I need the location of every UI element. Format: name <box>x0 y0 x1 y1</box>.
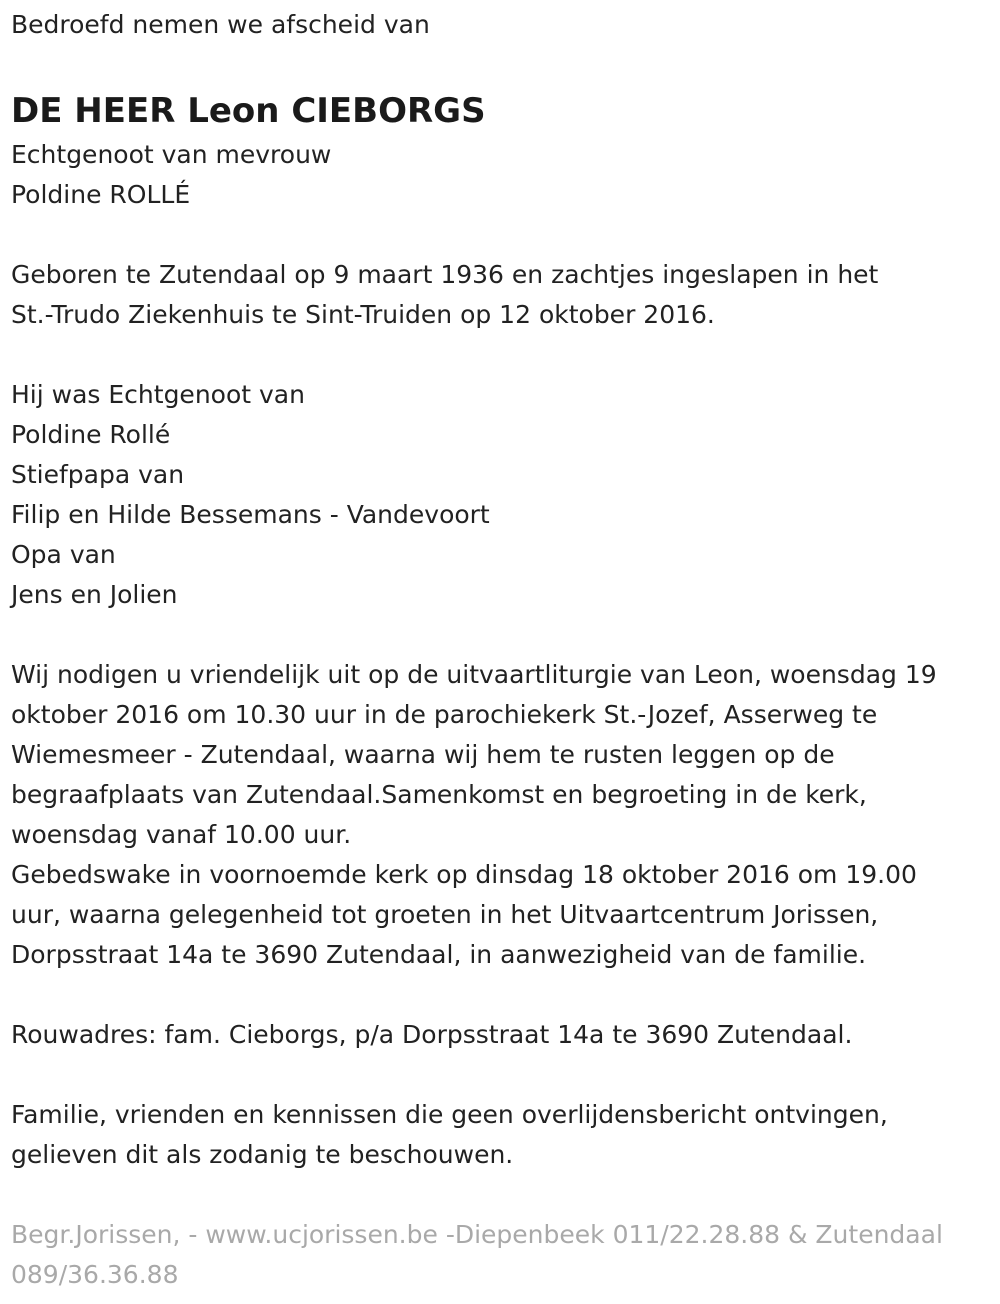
family-line: Opa van <box>11 540 116 569</box>
birth-line: Geboren te Zutendaal op 9 maart 1936 en zachtjes ingeslapen in het <box>11 260 879 289</box>
footer-line: 089/36.36.88 <box>11 1260 179 1289</box>
intro-text: Bedroefd nemen we afscheid van <box>11 10 430 39</box>
deceased-name: DE HEER Leon CIEBORGS <box>11 91 486 131</box>
death-notice <box>11 0 996 1295</box>
birth-block <box>11 255 996 335</box>
funeral-line: begraafplaats van Zutendaal.Samenkomst en begroeting in de kerk, <box>11 780 867 809</box>
funeral-line: uur, waarna gelegenheid tot groeten in het Uitvaartcentrum Jorissen, <box>11 900 879 929</box>
address-block <box>11 1015 996 1055</box>
notice-line: gelieven dit als zodanig te beschouwen. <box>11 1140 514 1169</box>
funeral-line: Wij nodigen u vriendelijk uit op de uitvaartliturgie van Leon, woensdag 19 <box>11 660 937 689</box>
funeral-line: oktober 2016 om 10.30 uur in de parochiekerk St.-Jozef, Asserweg te <box>11 700 878 729</box>
family-line: Poldine Rollé <box>11 420 171 449</box>
birth-line: St.-Trudo Ziekenhuis te Sint-Truiden op 12 oktober 2016. <box>11 300 715 329</box>
family-block <box>11 375 996 615</box>
notice-block <box>11 1095 996 1175</box>
funeral-line: Wiemesmeer - Zutendaal, waarna wij hem te rusten leggen op de <box>11 740 835 769</box>
family-line: Stiefpapa van <box>11 460 185 489</box>
funeral-block <box>11 655 996 975</box>
family-line: Hij was Echtgenoot van <box>11 380 305 409</box>
funeral-home-footer <box>11 1215 996 1295</box>
mourning-address: Rouwadres: fam. Cieborgs, p/a Dorpsstraat 14a te 3690 Zutendaal. <box>11 1020 853 1049</box>
spouse-block <box>11 135 996 215</box>
spouse-line: Poldine ROLLÉ <box>11 180 191 209</box>
funeral-line: Gebedswake in voornoemde kerk op dinsdag 18 oktober 2016 om 19.00 <box>11 860 917 889</box>
family-line: Filip en Hilde Bessemans - Vandevoort <box>11 500 490 529</box>
family-line: Jens en Jolien <box>11 580 178 609</box>
funeral-line: woensdag vanaf 10.00 uur. <box>11 820 352 849</box>
notice-line: Familie, vrienden en kennissen die geen overlijdensbericht ontvingen, <box>11 1100 888 1129</box>
spouse-line: Echtgenoot van mevrouw <box>11 140 332 169</box>
funeral-line: Dorpsstraat 14a te 3690 Zutendaal, in aanwezigheid van de familie. <box>11 940 867 969</box>
footer-line: Begr.Jorissen, - www.ucjorissen.be -Diepenbeek 011/22.28.88 & Zutendaal <box>11 1220 943 1249</box>
